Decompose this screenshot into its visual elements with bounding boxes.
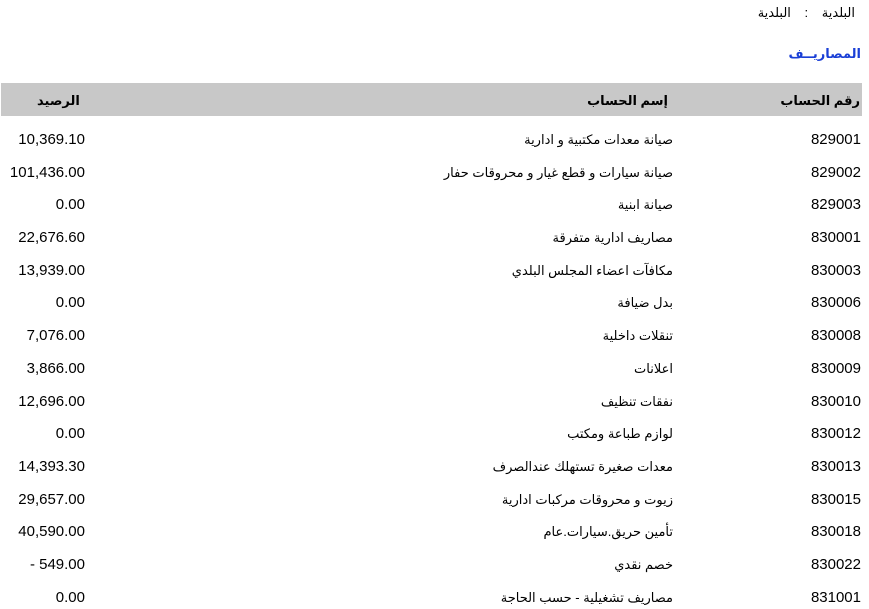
- account-name-cell: تنقلات داخلية: [602, 328, 673, 344]
- column-header-balance: الرصيد: [37, 93, 80, 108]
- municipality-label: البلدية: [821, 5, 855, 20]
- balance-cell: 101,436.00: [9, 163, 85, 181]
- account-no-cell: 831001: [810, 588, 861, 606]
- account-no-cell: 829001: [810, 131, 861, 148]
- account-name-cell: لوازم طباعة ومكتب: [567, 426, 673, 442]
- table-row: [0, 220, 869, 253]
- balance-cell: 40,590.00: [18, 523, 85, 541]
- balance-cell: 0.00: [55, 294, 85, 312]
- balance-cell: 14,393.30: [18, 457, 85, 475]
- account-name-cell: صيانة سيارات و قطع غيار و محروقات حفار: [443, 164, 673, 180]
- balance-cell: 0.00: [55, 196, 85, 214]
- column-header-account-no: رقم الحساب: [780, 93, 860, 108]
- balance-cell: 22,676.60: [18, 229, 85, 247]
- account-name-cell: مكافآت اعضاء المجلس البلدي: [511, 262, 673, 278]
- table-row: [0, 449, 869, 482]
- account-name-cell: مصاريف تشغيلية - حسب الحاجة: [500, 589, 673, 605]
- account-no-cell: 830001: [810, 229, 861, 247]
- balance-cell: 10,369.10: [18, 131, 85, 148]
- account-no-cell: 830008: [810, 327, 861, 345]
- account-no-cell: 830018: [810, 523, 861, 541]
- account-no-cell: 829002: [810, 163, 861, 181]
- account-no-cell: 830022: [810, 555, 861, 573]
- account-no-cell: 830009: [810, 359, 861, 377]
- account-no-cell: 830003: [810, 261, 861, 279]
- municipality-line: [758, 5, 855, 21]
- table-row: [0, 482, 869, 515]
- account-name-cell: صيانة معدات مكتبية و ادارية: [524, 132, 673, 147]
- table-row: [0, 416, 869, 449]
- account-name-cell: زيوت و محروقات مركبات ادارية: [501, 491, 673, 507]
- account-no-cell: 830006: [810, 294, 861, 312]
- account-no-cell: 830013: [810, 457, 861, 475]
- account-no-cell: 829003: [810, 196, 861, 214]
- municipality-separator: :: [804, 5, 809, 20]
- account-no-cell: 830015: [810, 490, 861, 508]
- section-title: المصاريــف: [788, 46, 861, 61]
- column-header-account-name: إسم الحساب: [587, 93, 668, 108]
- table-row: [0, 351, 869, 384]
- balance-cell: - 549.00: [29, 555, 85, 573]
- table-row: [0, 253, 869, 286]
- table-row: [0, 318, 869, 351]
- balance-cell: 0.00: [55, 588, 85, 606]
- account-name-cell: اعلانات: [634, 360, 673, 376]
- table-row: [0, 285, 869, 318]
- table-body: [0, 122, 869, 609]
- balance-cell: 0.00: [55, 425, 85, 443]
- account-name-cell: معدات صغيرة تستهلك عندالصرف: [492, 458, 673, 474]
- table-row: [0, 384, 869, 417]
- table-row: [0, 122, 869, 155]
- municipality-value: البلدية: [757, 5, 791, 20]
- account-name-cell: مصاريف ادارية متفرقة: [552, 230, 673, 246]
- balance-cell: 3,866.00: [26, 359, 85, 377]
- balance-cell: 13,939.00: [18, 261, 85, 279]
- table-row: [0, 155, 869, 188]
- table-row: [0, 514, 869, 547]
- account-name-cell: صيانة ابنية: [617, 197, 673, 213]
- table-header: [1, 83, 862, 116]
- account-name-cell: تأمين حريق.سيارات.عام: [543, 524, 673, 540]
- table-row: [0, 547, 869, 580]
- balance-cell: 29,657.00: [18, 490, 85, 508]
- account-no-cell: 830010: [810, 392, 861, 410]
- account-name-cell: خصم نقدي: [614, 556, 673, 572]
- balance-cell: 12,696.00: [18, 392, 85, 410]
- table-row: [0, 187, 869, 220]
- account-name-cell: نفقات تنظيف: [600, 393, 673, 409]
- table-row: [0, 580, 869, 609]
- account-no-cell: 830012: [810, 425, 861, 443]
- account-name-cell: بدل ضيافة: [617, 295, 673, 311]
- balance-cell: 7,076.00: [26, 327, 85, 345]
